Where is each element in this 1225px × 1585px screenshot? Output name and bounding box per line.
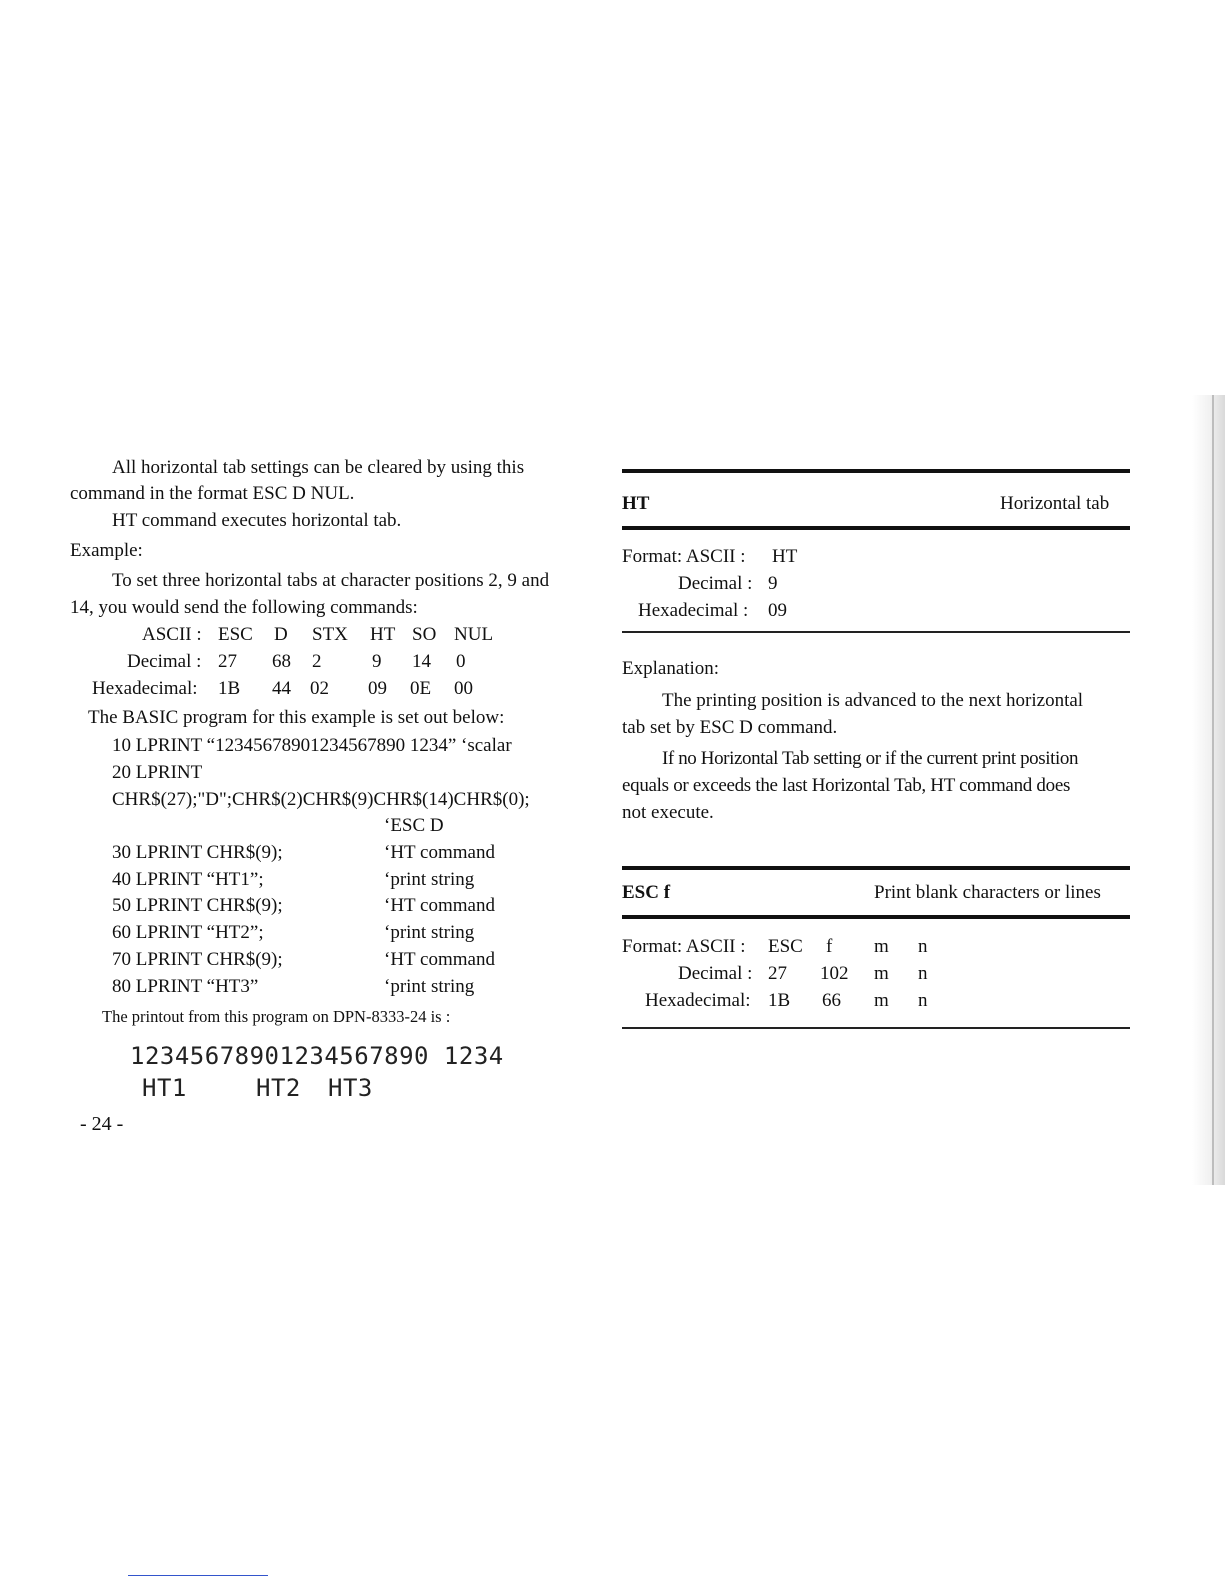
program-line-80-comment: ‘print string xyxy=(384,976,475,997)
cmd-dec-v4: 14 xyxy=(412,651,431,672)
program-line-60-code: 60 LPRINT “HT2”; xyxy=(112,922,264,943)
program-line-80-code: 80 LPRINT “HT3” xyxy=(112,976,259,997)
bottom-link-underline xyxy=(128,1575,268,1576)
program-line-20c: ‘ESC D xyxy=(384,815,444,836)
left-para1-line1: All horizontal tab settings can be cleared by using this xyxy=(112,457,525,478)
cmd-hex-v1: 44 xyxy=(272,678,291,699)
ht-exp1-line2: tab set by ESC D command. xyxy=(622,717,838,738)
ht-format-ascii-value: HT xyxy=(772,546,798,567)
ht-exp1-line1: The printing position is advanced to the next horizontal xyxy=(662,690,1084,711)
cmd-hex-v0: 1B xyxy=(218,678,241,699)
escf-format-rule xyxy=(622,1027,1130,1029)
cmd-hex-v3: 09 xyxy=(368,678,387,699)
program-line-40-code: 40 LPRINT “HT1”; xyxy=(112,869,264,890)
escf-top-bar xyxy=(622,866,1130,870)
cmd-dec-v1: 68 xyxy=(272,651,291,672)
printout-line1: 12345678901234567890 1234 xyxy=(130,1042,504,1070)
cmd-dec-v2: 2 xyxy=(312,651,322,672)
program-line-10: 10 LPRINT “12345678901234567890 1234” ‘scalar xyxy=(112,735,512,756)
left-para2: HT command executes horizontal tab. xyxy=(112,510,402,531)
program-line-30-comment: ‘HT command xyxy=(384,842,495,863)
ht-format-hex-value: 09 xyxy=(768,600,787,621)
escf-hex-v0: 1B xyxy=(768,990,791,1011)
program-line-70-code: 70 LPRINT CHR$(9); xyxy=(112,949,283,970)
cmd-hex-v2: 02 xyxy=(310,678,329,699)
cmd-ascii-v3: HT xyxy=(370,624,396,645)
printout-ht2: HT2 xyxy=(256,1074,301,1102)
escf-dec-v1: 102 xyxy=(820,963,849,984)
ht-header-bar xyxy=(622,526,1130,530)
page-edge-line xyxy=(1212,395,1214,1185)
cmd-dec-v0: 27 xyxy=(218,651,237,672)
escf-hex-v3: n xyxy=(918,990,928,1011)
program-line-50-code: 50 LPRINT CHR$(9); xyxy=(112,895,283,916)
ht-format-ascii-label: Format: ASCII : xyxy=(622,546,746,567)
escf-decimal-label: Decimal : xyxy=(678,963,753,984)
cmd-hex-v5: 00 xyxy=(454,678,473,699)
escf-ascii-label: Format: ASCII : xyxy=(622,936,746,957)
cmd-dec-v3: 9 xyxy=(372,651,382,672)
cmd-ascii-v1: D xyxy=(274,624,288,645)
ht-description: Horizontal tab xyxy=(1000,493,1110,514)
cmd-dec-v5: 0 xyxy=(456,651,466,672)
cmd-hex-v4: 0E xyxy=(410,678,432,699)
ht-exp2-line3: not execute. xyxy=(622,802,714,823)
escf-hex-label: Hexadecimal: xyxy=(645,990,751,1011)
escf-ascii-v3: n xyxy=(918,936,928,957)
example-label: Example: xyxy=(70,540,143,561)
program-line-60-comment: ‘print string xyxy=(384,922,475,943)
printout-ht1: HT1 xyxy=(142,1074,187,1102)
cmd-ascii-v4: SO xyxy=(412,624,437,645)
escf-dec-v2: m xyxy=(874,963,889,984)
escf-header-bar xyxy=(622,915,1130,919)
ht-exp2-line1: If no Horizontal Tab setting or if the current print position xyxy=(662,748,1079,769)
left-para3-line2: 14, you would send the following commands: xyxy=(70,597,418,618)
escf-ascii-v2: m xyxy=(874,936,889,957)
cmd-label-decimal: Decimal : xyxy=(127,651,202,672)
escf-hex-v2: m xyxy=(874,990,889,1011)
program-line-20a: 20 LPRINT xyxy=(112,762,203,783)
program-line-20b: CHR$(27);"D";CHR$(2)CHR$(9)CHR$(14)CHR$(0); xyxy=(112,789,530,810)
program-line-70-comment: ‘HT command xyxy=(384,949,495,970)
cmd-label-hex: Hexadecimal: xyxy=(92,678,198,699)
page-number: - 24 - xyxy=(80,1113,124,1135)
left-para3-line1: To set three horizontal tabs at character positions 2, 9 and xyxy=(112,570,550,591)
ht-format-hex-label: Hexadecimal : xyxy=(638,600,749,621)
program-line-40-comment: ‘print string xyxy=(384,869,475,890)
cmd-ascii-v0: ESC xyxy=(218,624,253,645)
escf-description: Print blank characters or lines xyxy=(874,882,1101,903)
escf-ascii-v0: ESC xyxy=(768,936,803,957)
cmd-ascii-v2: STX xyxy=(312,624,348,645)
escf-dec-v0: 27 xyxy=(768,963,787,984)
basic-intro: The BASIC program for this example is set out below: xyxy=(88,707,505,728)
ht-top-bar xyxy=(622,469,1130,473)
ht-format-decimal-value: 9 xyxy=(768,573,778,594)
escf-dec-v3: n xyxy=(918,963,928,984)
program-line-30-code: 30 LPRINT CHR$(9); xyxy=(112,842,283,863)
cmd-label-ascii: ASCII : xyxy=(142,624,202,645)
ht-explanation-label: Explanation: xyxy=(622,658,720,679)
ht-format-rule xyxy=(622,631,1130,633)
escf-hex-v1: 66 xyxy=(822,990,841,1011)
ht-exp2-line2: equals or exceeds the last Horizontal Tab, HT command does xyxy=(622,775,1071,796)
printout-ht3: HT3 xyxy=(328,1074,373,1102)
cmd-ascii-v5: NUL xyxy=(454,624,494,645)
printout-caption: The printout from this program on DPN-8333-24 is : xyxy=(102,1007,451,1026)
ht-title: HT xyxy=(622,493,650,514)
page-edge-shadow xyxy=(1192,395,1225,1185)
escf-ascii-v1: f xyxy=(826,936,833,957)
escf-title: ESC f xyxy=(622,882,671,903)
left-para1-line2: command in the format ESC D NUL. xyxy=(70,483,355,504)
ht-format-decimal-label: Decimal : xyxy=(678,573,753,594)
program-line-50-comment: ‘HT command xyxy=(384,895,495,916)
